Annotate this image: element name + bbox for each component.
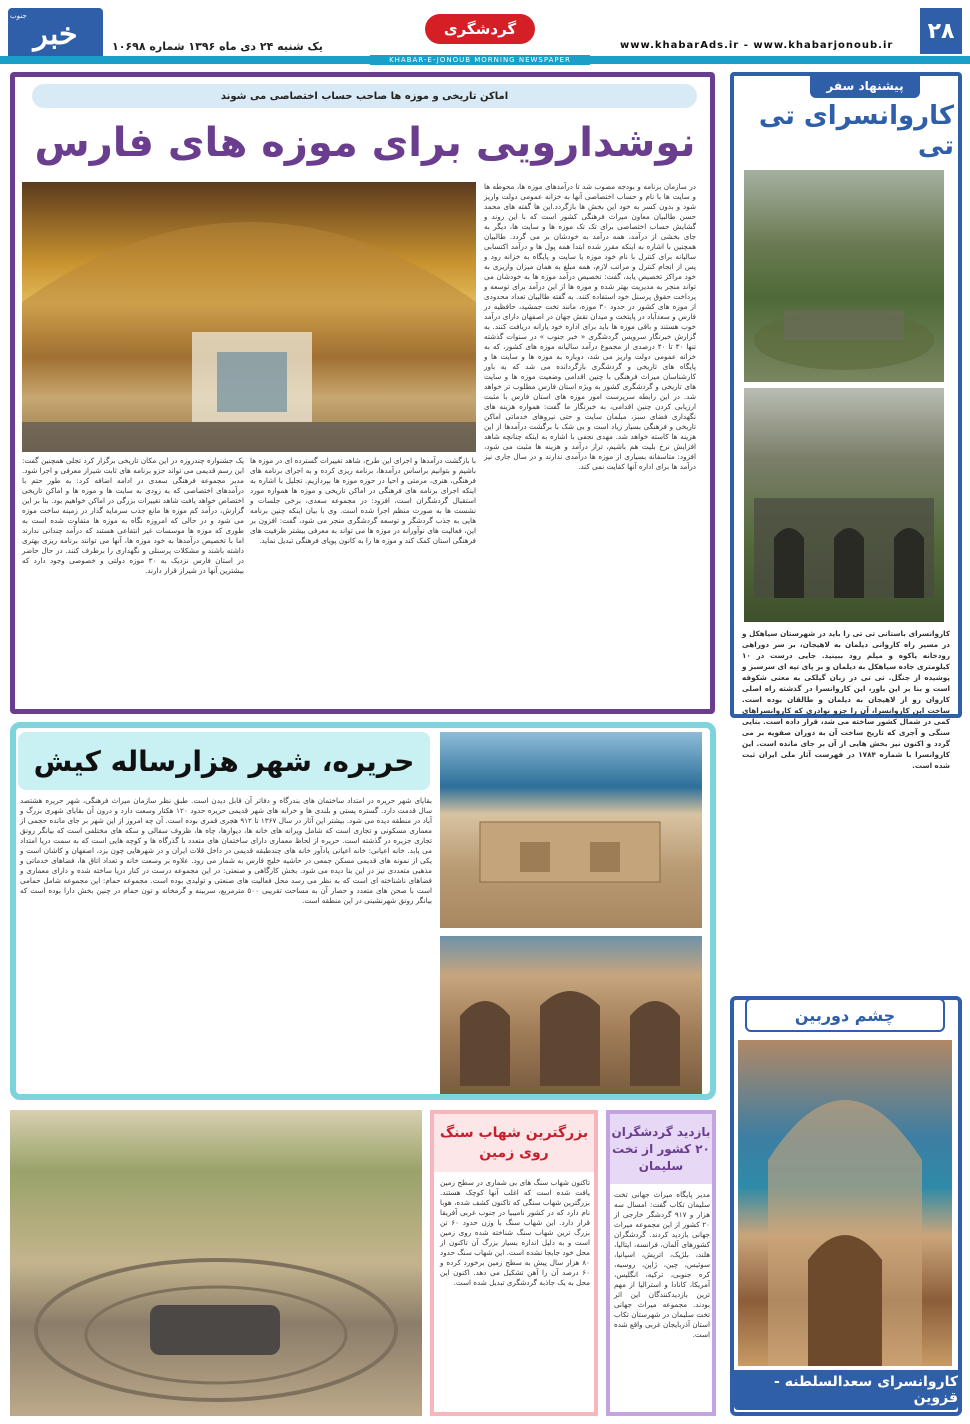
website-urls[interactable]: www.khabarAds.ir - www.khabarjonoub.ir — [620, 40, 894, 51]
saad-caption: کاروانسرای سعدالسلطنه - قزوین — [734, 1370, 958, 1410]
main-article-col1: در سازمان برنامه و بودجه مصوب شد تا درآمدهای موزه ها، محوطه ها و سایت ها با نام و حساب اختصاصی آنها به خزانه عمومی دولت واریز شود و بدون کسر به خود این بخش ها بازگردد.این ها گفته های محمد حسن طالبیان معاون میراث فرهنگی کشور است که با این روند و گشایش حساب اختصاصی برای تک تک موزه ها و سایت ها، دیگر به جای بخشی از درآمد، همه درآمد به خودشان بر می گردد. طالبیان همچنین با اشاره به اینکه مقرر شده ابتدا همه پول ها و درآمد اکتسابی سالیانه برای کنترل با نام خود موزه یا سایت و پایگاه به خزانه رود و پس از انجام کنترل و مراتب لازم، همه مبلغ به همان میزان واریزی به خود مراکز تخصیص یابد، گفت: تخصیص درآمد موزه ها به خودشان می تواند منجر به مدیریت بهتر شده و موزه ها از این درآمد برای توسعه و پرداخت حقوق پرسنل خود استفاده کنند. به گفته طالبیان تعداد محدودی از موزه های کشور در حدود ۳۰ موزه، مانند تخت جمشید، حافظیه در فارس و سعدآباد در پایتخت و میدان نقش جهان در اصفهان دارای درآمد خوب هستند و باقی موزه ها باید برای اداره خود یارانه دریافت کنند. به گزارش خبرنگار سرویس گردشگری « خبر جنوب » در سنوات گذشته تنها ۳۰ تا ۴۰ درصدی از مجموع درآمد سالیانه موزه های کشور، که به خزانه عمومی دولت واریز می شد، دوباره به موزه ها و سایت ها و پایگاه های تاریخی و گردشگری بازگردانده می شد که به باور کارشناسان میراث فرهنگی با چنین اقدامی وضعیت موزه ها و سایت های تاریخی و گردشگری کشور به ویژه استان فارس مطلوب تر خواهد شد. در این رابطه سرپرست امور موزه های استان فارس با مثبت ارزیابی کردن چنین اقدامی، به خبرنگار ما گفت: همواره هزینه های نگهداری فضای سبز، مبلمان سایت و حتی نیروهای خدماتی اماکن تاریخی و فرهنگی بسیار زیاد است و بی شک با برگشت درآمدها از این هزینه ها کاسته خواهد شد. مهدی نجفی با اشاره به اینکه چنانچه شاهد افزایش نرخ بلیت هم باشیم، تراز درآمد و هزینه ها مثبت می شود، افزود: متاسفانه بسیاری از موزه ها درآمدی ندارند و در سال جاری نیز درآمد ها برای اداره آنها کفایت نمی کند. — [484, 182, 696, 471]
caravanserai-bottom-art — [744, 388, 944, 622]
main-article-col3: یک جشنواره چندروزه در این مکان تاریخی برگزار کرد تجلی همچنین گفت: این رسم قدیمی می تواند جزو برنامه های ثابت شیراز معرفی و اجرا شود. مدیر مجموعه فرهنگی سعدی در ادامه اضافه کرد: به طور حتم با درآمدهای اختصاصی که به زودی به سایت ها و موزه ها و اماکن تاریخی اختصاص خواهد یافت شاهد تغییرات بزرگی در اماکن خواهیم بود. بنا بر این گزارش، درآمد کم موزه ها مانع جذب سرمایه گذار در زمینه ساخت موزه می شود و در حالی که امروزه نگاه به موزه ها متفاوت شده است به طوری که موزه ها موسسات غیر انتفاعی هستند که درآمد چندانی ندارند اما با تخصیص درآمدها به خود موزه ها، آنها می توانند برنامه ریزی بهتری داشته باشند و مشکلات پرسنلی و نگهداری را برطرف کنند. در حال حاضر در استان فارس نزدیک به ۳۰ موزه دولتی و خصوصی وجود دارد که بیشترین آنها در شیراز قرار دارند. — [22, 456, 245, 575]
sulaiman-title[interactable]: بازدید گردشگران ۲۰ کشور از تخت سلیمان — [610, 1114, 712, 1184]
kish-ruins-art-1 — [440, 732, 702, 928]
main-article-col2: با بازگشت درآمدها و اجرای این طرح، شاهد تغییرات گسترده ای در موزه ها باشیم و بتوانیم براساس درآمدها، برنامه ریزی کرده و به اجرای برنامه های فرهنگی، هنری، مرمتی و احیا در حوزه موزه ها بپردازیم. تجلیل با اشاره به اینکه اجرای برنامه های فرهنگی در اماکن تاریخی و موزه ها همواره مورد استقبال گردشگران است، افزود: در مجموعه سعدی، برخی جلسات و نشست ها به صورت منظم اجرا شده است. وی با بیان اینکه چنین برنامه هایی به جذب گردشگر و توسعه گردشگری منجر می شود، گفت: افزون بر این، فعالیت های نوآورانه در موزه ها می تواند به معرفی بیشتر ظرفیت های فرهنگی استان کمک کند و موزه ها را به کانون پویای فرهنگی تبدیل نماید. — [250, 456, 476, 545]
main-title[interactable]: نوشدارویی برای موزه های فارس — [34, 120, 696, 166]
kish-title[interactable]: حریره، شهر هزارساله کیش — [18, 732, 430, 790]
meteor-art — [10, 1110, 422, 1416]
logo-text: خبر — [33, 16, 78, 52]
caravanserai-body: کاروانسرای باستانی تی تی را باید در شهرستان سیاهکل و در مسیر راه کاروانی دیلمان به لاهیجان، بر سر دوراهی رودخانه یاکوه و میلم رود ببینید. جایی درست در ۱۰ کیلومتری جاده سیاهکل به دیلمان و بر پای تپه ای سرسبز و پوشیده از جنگل. تی تی در زبان گیلکی به معنی شکوفه است و بنا بر این باور، این کاروانسرا در گذشته راه اصلی کاروان رو از لاهیجان به دیلمان و طالقان بوده است. ساخت این کاروانسرا، آن را جزو نوادری که کاروانسراهای کمی در شمال کشور ساخته می شد، قرار داده است. بنایی سنگی و آجری که تاریخ ساخت آن به دوران صفویه بر می گردد و اکنون نیز بخش هایی از آن بر جای مانده است. این کاروانسرا با شماره ۱۷۸۴ در فهرست آثار ملی ایران ثبت شده است. — [742, 629, 950, 770]
kish-body: بقایای شهر حریره در امتداد ساختمان های بندرگاه و دفاتر آن قابل دیدن است. طبق نظر سازمان میراث فرهنگی، شهر حریره هشتصد سال قدمت دارد. گستره پستی و بلندی ها و خرابه های شهر قدیمی حریره حدود ۱۲۰ هکتار وسعت دارد و درون آن بقایای شهری بزرگ و آباد در منطقه دیده می شود. بیشتر این آثار در سال ۱۳۶۷ تا ۹۱۲ هجری قمری بوده است. آن چه امروز از این شهر بر جای مانده حجمی از معماری مسکونی و تجاری است که شامل ویرانه های خانه ها، دیوارها، چاه ها، ظروف سفالی و سکه های مختلفی است که بیانگر رونق تجاری جزیره در گذشته است. حریره از لحاظ معماری دارای ساختمان های متعدد با گذرگاه ها و کوچه هایی است که به سمت دریا امتداد می یابد. خانه اعیانی: خانه اعیانی یادآور خانه های چندطبقه قدیمی در داخل قلات ایران و در شهرهایی چون یزد، اصفهان و کاشان است و یکی از نمونه های قدیمی مسکن جمعی در حاشیه خلیج فارس به شمار می رود. علاوه بر وسعت خانه و تعداد اتاق ها، فضاهای خدماتی و مذهبی متعددی نیز در این بنا دیده می شود. بخش کارگاهی و صنعتی: در این مجموعه درست در کنار دریا ساخته شده و دارای معماری و فضاهای ناشناخته ای است که به نظر می رسد محل فعالیت های صنعتی و تولیدی بوده است. مجموعه حمام: این مجموعه شامل حمامی است با صحن های متعدد و حصار آن به مساحت تقریبی ۵۰۰ مترمربع، سربینه و گرمخانه و تون حمام در چنین بخش دارا بوده است که بیانگر رونق شهرنشینی در این منطقه است. — [20, 796, 432, 905]
section-label: گردشگری — [443, 20, 517, 38]
main-kicker: اماکن تاریخی و موزه ها صاحب حساب اختصاصی می شوند — [32, 84, 697, 108]
travel-suggestion-tag: پیشنهاد سفر — [810, 74, 920, 98]
logo-subtext: جنوب — [10, 12, 27, 20]
camera-eye-tag: چشم دوربین — [745, 998, 945, 1032]
mosque-ceiling-photo[interactable] — [22, 182, 476, 452]
band-label: KHABAR-E-JONOUB MORNING NEWSPAPER — [370, 55, 590, 65]
caravanserai-title[interactable]: کاروانسرای تی تی — [758, 101, 954, 161]
kish-ruins-art-2 — [440, 936, 702, 1094]
caravanserai-photo-bottom[interactable] — [744, 388, 944, 622]
hoba-meteorite-photo[interactable] — [10, 1110, 422, 1416]
caravanserai-top-art — [744, 170, 944, 382]
issue-date: یک شنبه ۲۴ دی ماه ۱۳۹۶ شماره ۱۰۶۹۸ — [112, 40, 323, 53]
caravanserai-photo-top[interactable] — [744, 170, 944, 382]
page-number: ۲۸ — [920, 8, 962, 54]
mosque-photo-art — [22, 182, 476, 452]
meteor-body: تاکنون شهاب سنگ های بی شماری در سطح زمین یافت شده است که اغلب آنها کوچک هستند. بزرگترین شهاب سنگی که تاکنون کشف شده، هوبا نام دارد که در کشور نامیبیا در جنوب غربی آفریقا قرار دارد. این شهاب سنگ با وزن حدود ۶۰ تن بزرگ ترین شهاب سنگ شناخته شده روی زمین است و به دلیل اندازه بسیار بزرگ آن تاکنون از محل خود جابجا نشده است. این شهاب سنگ حدود ۸۰ هزار سال پیش به سطح زمین برخورد کرده و ۶۰ درصد آن را آهن تشکیل می دهد. اکنون این محل به یک جاذبه گردشگری تبدیل شده است. — [440, 1178, 590, 1287]
sulaiman-body: مدیر پایگاه میراث جهانی تخت سلیمان تکاب گفت: امسال سه هزار و ۹۱۷ گردشگر خارجی از ۲۰ کشور از این مجموعه میراث جهانی بازدید کردند. گردشگران کشورهای آلمان، فرانسه، ایتالیا، هلند، بلژیک، اتریش، اسپانیا، سوئیس، چین، ژاپن، روسیه، کره جنوبی، ترکیه، انگلیس، آمریکا، کانادا و استرالیا از مهم ترین بازدیدکنندگان این اثر بودند. مجموعه میراث جهانی تخت سلیمان در شهرستان تکاب استان آذربایجان غربی واقع شده است. — [614, 1190, 711, 1339]
saad-art — [738, 1040, 952, 1366]
section-badge[interactable] — [425, 14, 535, 44]
meteor-title[interactable]: بزرگترین شهاب سنگ روی زمین — [434, 1114, 594, 1172]
saad-saltaneh-photo[interactable] — [738, 1040, 952, 1366]
kish-ruins-photo-1[interactable] — [440, 732, 702, 928]
kish-ruins-photo-2[interactable] — [440, 936, 702, 1094]
